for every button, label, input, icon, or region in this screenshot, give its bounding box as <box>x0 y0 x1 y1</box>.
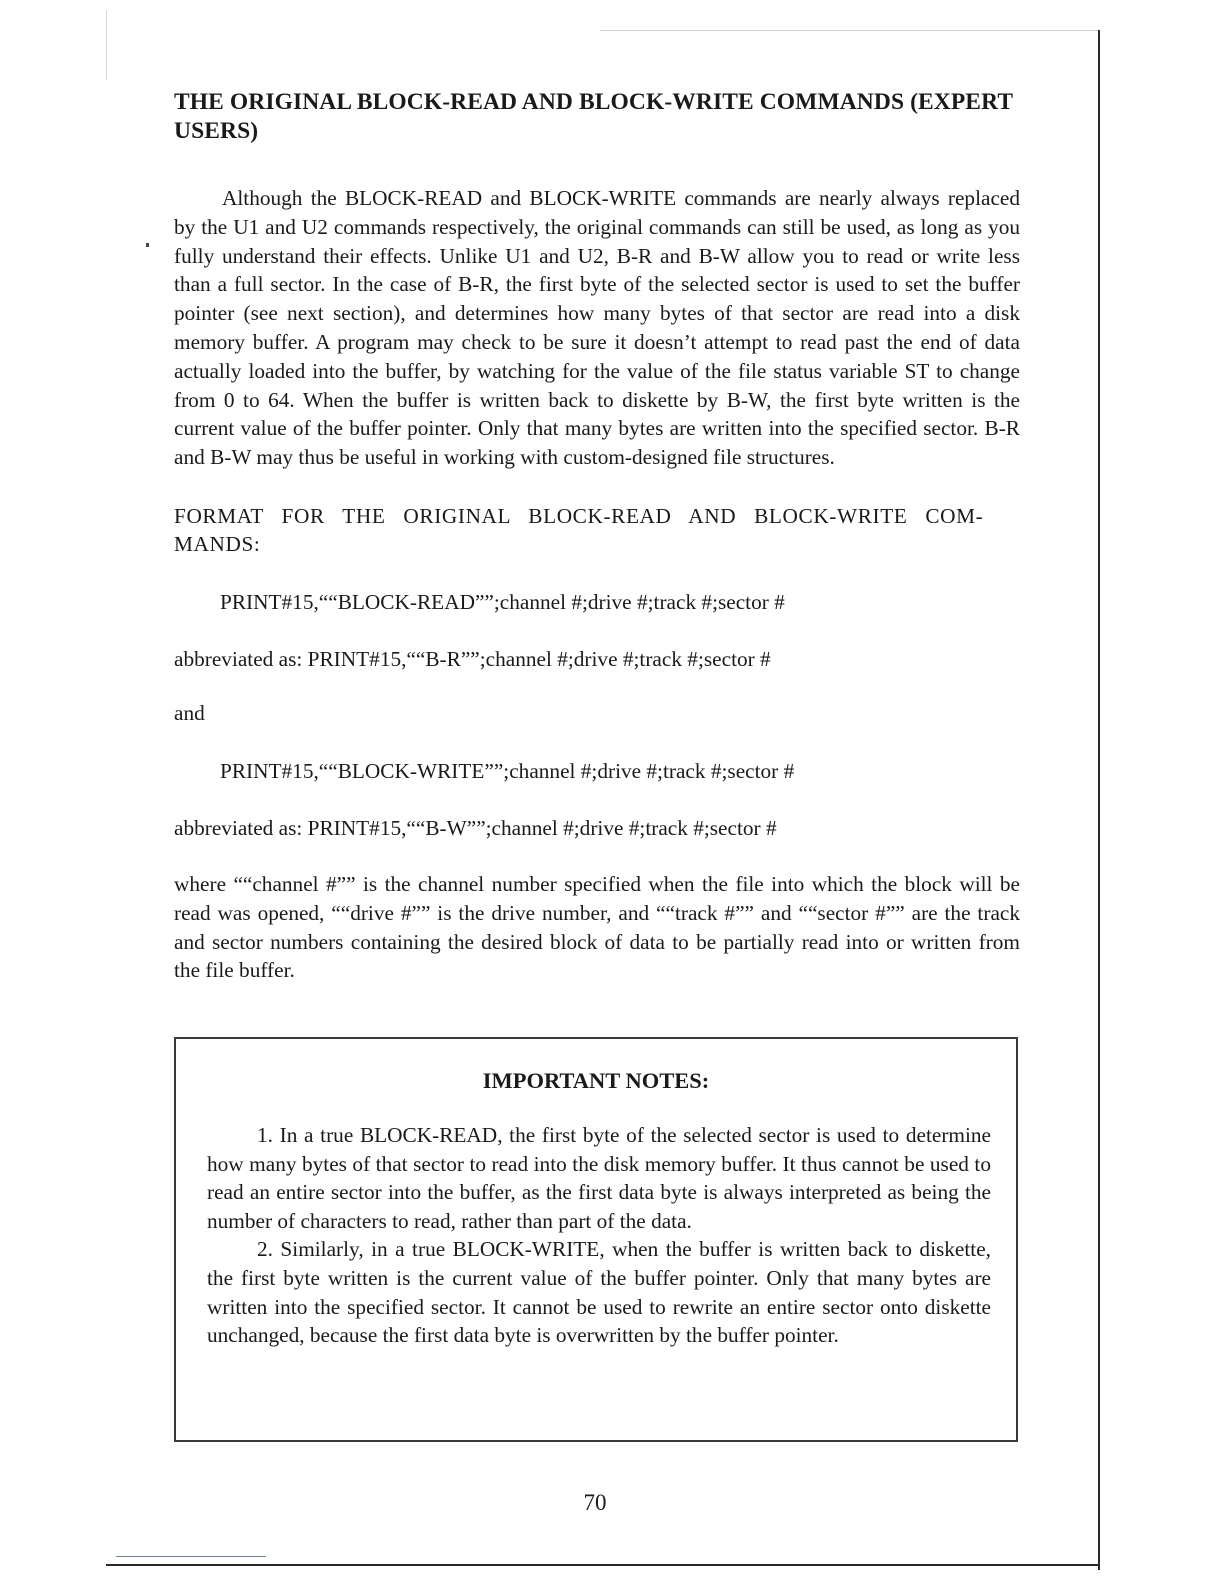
where-paragraph: where ““channel #”” is the channel number specified when the file into which the block will be read was opened, ““drive #”” is the drive number, and ““track #”” and ““sector #”” are the track and sector numbers containing the desired block of data to be partially read into or written from the file buffer. <box>174 871 1020 983</box>
intro-paragraph: Although the BLOCK-READ and BLOCK-WRITE commands are nearly always replaced by the U1 and U2 commands respectively, the original commands can still be used, as long as you fully understand their effects. Unlike U1 and U2, B-R and B-W allow you to read or write less than a full sector. In the case of B-R, the first byte of the selected sector is used to set the buffer pointer (see next section), and determines how many bytes of that sector are read into a disk memory buffer. A program may check to be sure it doesn’t attempt to read past the end of data actually loaded into the buffer, by watching for the value of the file status variable ST to change from 0 to 64. When the buffer is written back to diskette by B-W, the first byte written is the current value of the buffer pointer. Only that many bytes are written into the specified sector. B-R and B-W may thus be useful in working with custom-designed file structures. <box>174 186 1020 470</box>
command-block-read: PRINT#15,““BLOCK-READ””;channel #;drive #;track #;sector # <box>220 589 785 614</box>
format-heading-line-1: FORMAT FOR THE ORIGINAL BLOCK-READ AND BLOCK-WRITE COM- <box>174 503 984 528</box>
format-heading-line-2: MANDS: <box>174 531 261 556</box>
note-item-1: 1. In a true BLOCK-READ, the first byte of the selected sector is used to determine how many bytes of that sector to read into the disk memory buffer. It thus cannot be used to read an entire sector into the buffer, as the first data byte is always interpreted as being the number of characters to read, rather than part of the data. <box>207 1123 991 1233</box>
format-heading <box>174 502 1020 558</box>
stray-ink-mark <box>146 243 149 247</box>
notes-title: IMPORTANT NOTES: <box>482 1068 710 1093</box>
command-block-write: PRINT#15,““BLOCK-WRITE””;channel #;drive #;track #;sector # <box>220 758 795 783</box>
and-connector: and <box>174 700 205 725</box>
abbrev-block-write: abbreviated as: PRINT#15,““B-W””;channel #;drive #;track #;sector # <box>174 815 777 840</box>
scan-edge-top <box>600 30 1098 31</box>
scan-edge-bottom-accent <box>116 1556 266 1557</box>
scan-edge-bottom <box>106 1564 1100 1566</box>
note-item-2: 2. Similarly, in a true BLOCK-WRITE, when the buffer is written back to diskette, the first byte written is the current value of the buffer pointer. Only that many bytes are written into the specified sector. It cannot be used to rewrite an entire sector onto diskette unchanged, because the first data byte is overwritten by the buffer pointer. <box>207 1237 991 1348</box>
scan-edge-right <box>1098 30 1100 1570</box>
page-content <box>174 88 1020 985</box>
abbrev-block-read: abbreviated as: PRINT#15,““B-R””;channel #;drive #;track #;sector # <box>174 646 771 671</box>
section-heading: THE ORIGINAL BLOCK-READ AND BLOCK-WRITE COMMANDS (EXPERT USERS) <box>174 89 1013 144</box>
important-notes-box <box>174 1037 1018 1442</box>
scan-edge-left <box>106 10 107 80</box>
notes-body <box>207 1121 991 1350</box>
page-number: 70 <box>583 1490 607 1515</box>
